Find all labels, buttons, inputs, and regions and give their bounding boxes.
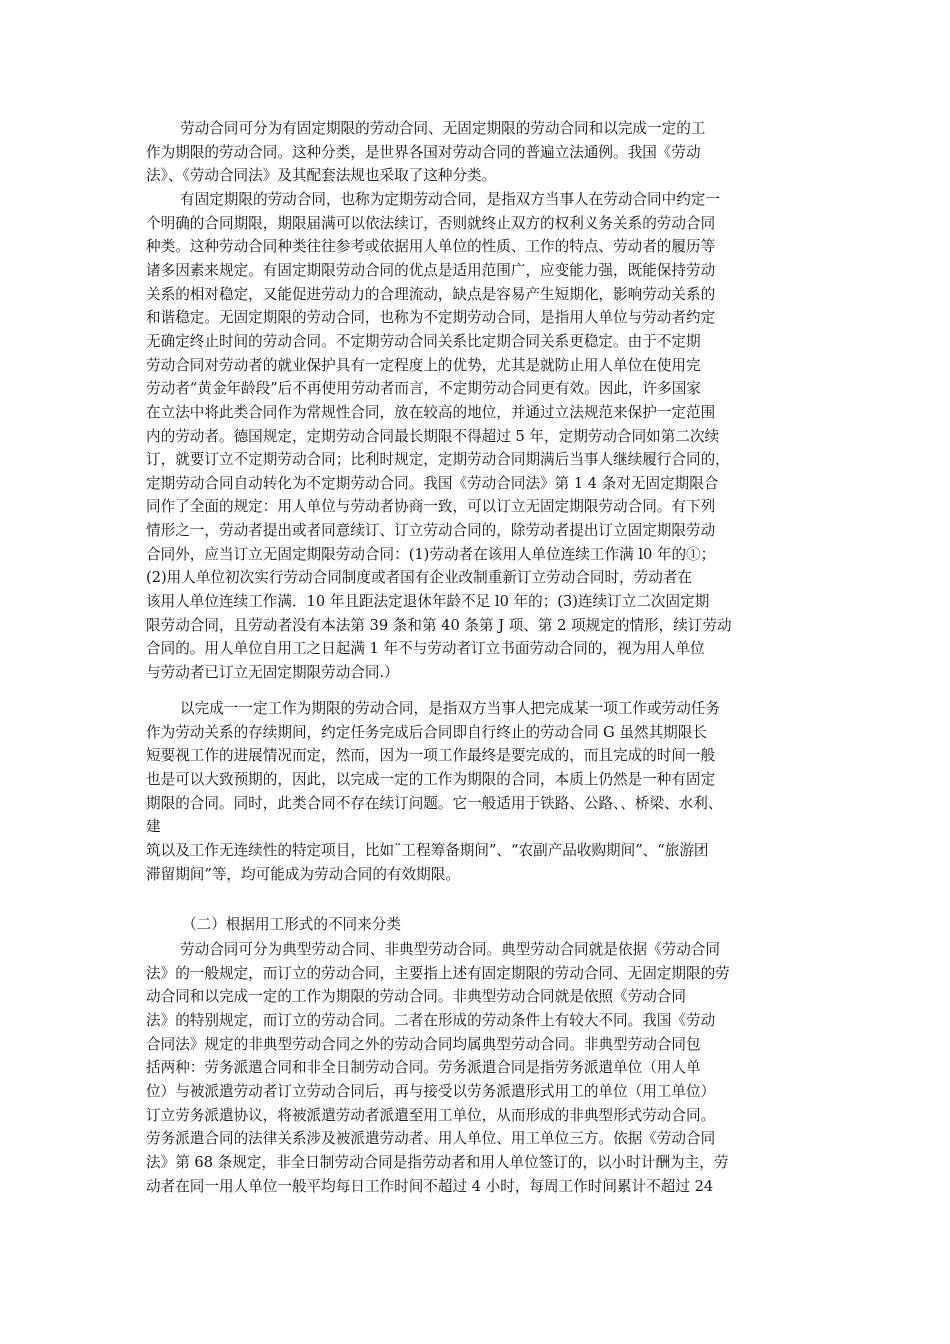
text-line: 劳务派遣合同的法律关系涉及被派遣劳动者、用人单位、用工单位三方。依据《劳动合同	[146, 1130, 716, 1148]
text-line: 作为期限的劳动合同。这种分类，是世界各国对劳动合同的普遍立法通例。我国《劳动	[146, 143, 701, 161]
text-line: 法》的特别规定，而订立的劳动合同。二者在形成的劳动条件上有较大不同。我国《劳动	[146, 1012, 716, 1029]
text-line: 位）与被派遣劳动者订立劳动合同后，再与接受以劳务派遣形式用工的单位（用工单位）	[146, 1082, 716, 1100]
text-line: 动者在同一用人单位一般平均每日工作时间不超过 4 小时，每周工作时间累计不超过 24	[146, 1177, 714, 1195]
text-line: 内的劳动者。德国规定，定期劳动合同最长期限不得超过 5 年，定期劳动合同如第二次续	[146, 427, 720, 445]
text-line: 劳动合同可分为有固定期限的劳动合同、无固定期限的劳动合同和以完成一定的工	[180, 120, 706, 137]
text-line: 和谐稳定。无固定期限的劳动合同，也称为不定期劳动合同，是指用人单位与劳动者约定	[146, 309, 716, 327]
text-line: 订，就要订立不定期劳动合同；比利时规定，定期劳动合同期满后当事人继续履行合同的，	[146, 451, 730, 469]
text-line: 种类。这种劳动合同种类往往参考或依据用人单位的性质、工作的特点、劳动者的履历等	[146, 238, 716, 256]
text-line: 也是可以大致预期的，因此，以完成一定的工作为期限的合同，本质上仍然是一种有固定	[146, 771, 716, 788]
text-line: 该用人单位连续工作满．10 年且距法定退休年龄不足 l0 年的；(3)连续订立二次固定期	[146, 593, 710, 610]
text-line: 动合同和以完成一定的工作为期限的劳动合同。非典型劳动合同就是依照《劳动合同	[146, 988, 686, 1006]
text-line: 滞留期间”等，均可能成为劳动合同的有效期限。	[146, 865, 460, 883]
text-line: 合同法》规定的非典型劳动合同之外的劳动合同均属典型劳动合同。非典型劳动合同包	[146, 1035, 701, 1053]
text-line: 与劳动者已订立无固定期限劳动合同.）	[146, 664, 399, 681]
text-line: 法》的一般规定，而订立的劳动合同，主要指上述有固定期限的劳动合同、无固定期限的劳	[146, 964, 730, 982]
text-line: 建	[146, 818, 161, 836]
text-line: 个明确的合同期限，期限届满可以依法续订，否则就终止双方的权利义务关系的劳动合同	[146, 214, 716, 232]
text-line: 以完成一一定工作为期限的劳动合同，是指双方当事人把完成某一项工作或劳动任务	[180, 700, 720, 717]
text-line: 情形之一，劳动者提出或者同意续订、订立劳动合同的，除劳动者提出订立固定期限劳动	[146, 522, 716, 540]
text-line: 合同的。用人单位自用工之日起满 1 年不与劳动者订立书面劳动合同的，视为用人单位	[146, 640, 705, 658]
text-line: 关系的相对稳定，又能促进劳动力的合理流动，缺点是容易产生短期化，影响劳动关系的	[146, 285, 716, 303]
text-line: 法》、《劳动合同法》及其配套法规也采取了这种分类。	[146, 167, 497, 185]
text-line: 定期劳动合同自动转化为不定期劳动合同。我国《劳动合同法》第 1 4 条对无固定期限合	[146, 474, 719, 492]
text-line: 同作了全面的规定：用人单位与劳动者协商一致，可以订立无固定期限劳动合同。有下列	[146, 498, 716, 516]
text-line: 法》第 68 条规定，非全日制劳动合同是指劳动者和用人单位签订的，以小时计酬为主，劳	[146, 1153, 729, 1171]
text-line: 筑以及工作无连续性的特定项目，比如¨工程筹备期间”、“农副产品收购期间”、“旅游团	[146, 841, 709, 859]
text-line: (2)用人单位初次实行劳动合同制度或者国有企业改制重新订立劳动合同时，劳动者在	[146, 569, 693, 587]
text-line: 劳动合同可分为典型劳动合同、非典型劳动合同。典型劳动合同就是依据《劳动合同	[180, 941, 720, 958]
text-line: 订立劳务派遣协议，将被派遣劳动者派遣至用工单位，从而形成的非典型形式劳动合同。	[146, 1106, 716, 1124]
text-line: 括两种：劳务派遣合同和非全日制劳动合同。劳务派遣合同是指劳务派遣单位（用人单	[146, 1059, 701, 1077]
text-line: 短要视工作的进展情况而定，然而，因为一项工作最终是要完成的，而且完成的时间一般	[146, 747, 716, 765]
text-line: 劳动合同对劳动者的就业保护具有一定程度上的优势，尤其是就防止用人单位在使用完	[146, 356, 701, 374]
text-line: 合同外，应当订立无固定期限劳动合同：(1)劳动者在该用人单位连续工作满 l0 年的①；	[146, 545, 716, 563]
text-line: 诸多因素来规定。有固定期限劳动合同的优点是适用范围广，应变能力强，既能保持劳动	[146, 261, 716, 279]
text-line: （二）根据用工形式的不同来分类	[182, 916, 401, 933]
text-line: 有固定期限的劳动合同，也称为定期劳动合同，是指双方当事人在劳动合同中约定一	[180, 191, 720, 208]
text-line: 限劳动合同，且劳动者没有本法第 39 条和第 40 条第 J 项、第 2 项规定的情形，续订劳动	[146, 616, 732, 634]
text-line: 作为劳动关系的存续期间，约定任务完成后合同即自行终止的劳动合同 G 虽然其期限长	[146, 723, 707, 741]
text-line: 在立法中将此类合同作为常规性合同，放在较高的地位，并通过立法规范来保护一定范围	[146, 403, 716, 421]
text-line: 无确定终止时间的劳动合同。不定期劳动合同关系比定期合同关系更稳定。由于不定期	[146, 332, 701, 350]
text-line: 劳动者“黄金年龄段”后不再使用劳动者而言，不定期劳动合同更有效。因此，许多国家	[146, 380, 701, 398]
text-line: 期限的合同。同时，此类合同不存在续订问题。它一般适用于铁路、公路、、桥梁、水利、	[146, 794, 723, 812]
